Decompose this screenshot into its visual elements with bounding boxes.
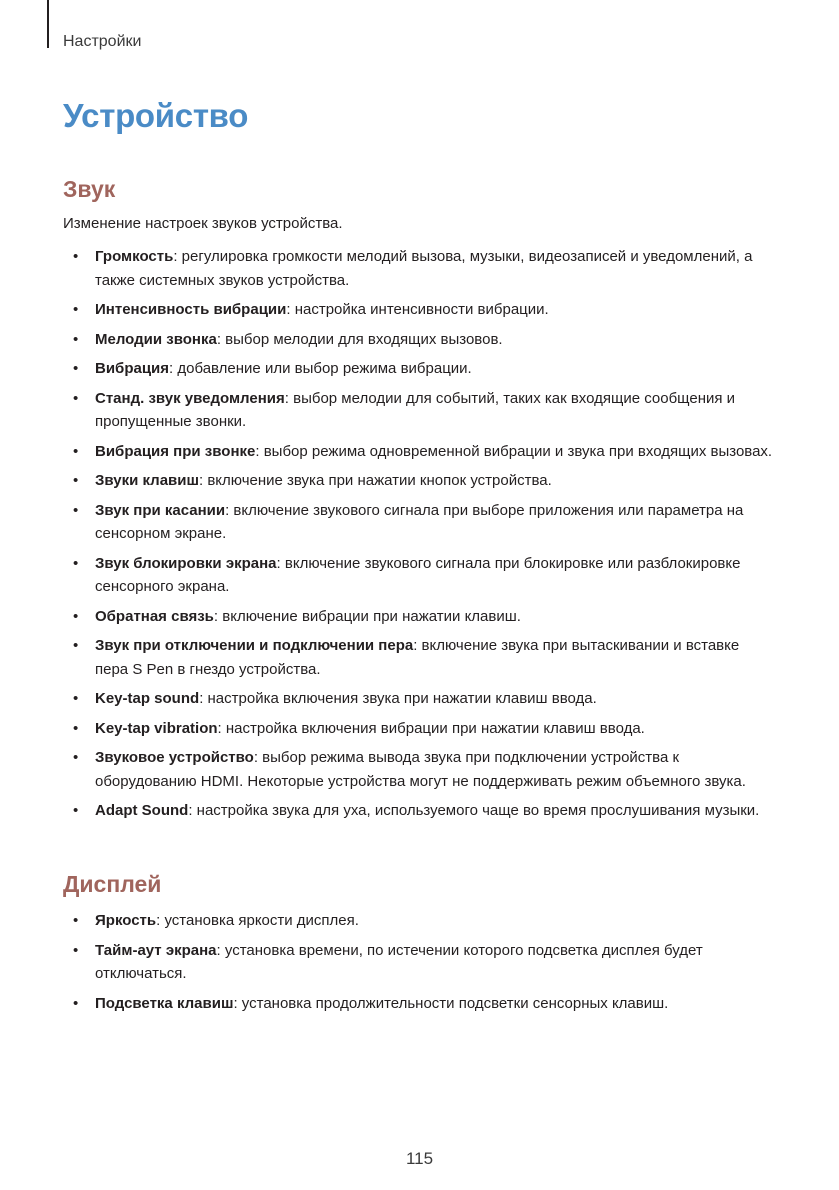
bullet-icon: •	[73, 912, 79, 929]
setting-term: Интенсивность вибрации	[95, 301, 287, 318]
list-item	[63, 799, 775, 823]
setting-term: Adapt Sound	[95, 802, 189, 819]
bullet-icon: •	[73, 554, 79, 572]
setting-description: : настройка включения звука при нажатии клавиш ввода.	[199, 690, 597, 707]
setting-description: : включение звука при вытаскивании и вставке пера S Pen в гнездо устройства.	[95, 637, 740, 678]
page-number: 115	[405, 1149, 434, 1168]
bullet-icon: •	[73, 501, 79, 519]
bullet-icon: •	[73, 472, 79, 489]
list-item	[63, 687, 775, 711]
list-item	[63, 634, 775, 681]
setting-description: : установка яркости дисплея.	[156, 912, 359, 929]
setting-description: : установка времени, по истечении которого подсветка дисплея будет отключаться.	[95, 941, 703, 982]
setting-description: : выбор мелодии для событий, таких как входящие сообщения и пропущенные звонки.	[95, 389, 736, 430]
bullet-icon: •	[73, 607, 79, 625]
bullet-icon: •	[73, 330, 79, 348]
bullet-icon: •	[73, 690, 79, 707]
setting-term: Громкость	[95, 248, 174, 265]
section-title-display: Дисплей	[63, 871, 162, 897]
list-item	[63, 717, 775, 741]
bullet-icon: •	[73, 248, 79, 265]
bullet-icon: •	[73, 360, 79, 377]
bullet-icon: •	[73, 389, 79, 407]
setting-term: Key-tap sound	[95, 690, 200, 707]
section-title-sound: Звук	[63, 176, 116, 202]
setting-term: Key-tap vibration	[95, 719, 218, 737]
page-title: Устройство	[63, 97, 249, 134]
setting-term: Обратная связь	[95, 607, 214, 625]
setting-term: Яркость	[95, 912, 157, 929]
setting-term: Звуковое устройство	[95, 749, 254, 766]
bullet-icon: •	[73, 994, 79, 1012]
header-rule	[47, 0, 49, 48]
setting-description: : выбор режима вывода звука при подключении устройства к оборудованию HDMI. Некоторые устройства могут не поддерживать режим объемного звука.	[95, 749, 746, 790]
setting-term: Звук при касании	[95, 501, 226, 519]
setting-term: Вибрация	[95, 360, 170, 377]
setting-term: Мелодии звонка	[95, 330, 217, 348]
list-item	[63, 605, 775, 629]
setting-description: : настройка включения вибрации при нажатии клавиш ввода.	[217, 719, 645, 737]
list-item	[63, 328, 775, 352]
bullet-icon: •	[73, 442, 79, 460]
setting-description: : выбор режима одновременной вибрации и звука при входящих вызовах.	[255, 442, 773, 460]
running-header: Настройки	[63, 33, 142, 50]
list-item	[63, 909, 775, 933]
bullet-icon: •	[73, 637, 79, 654]
bullet-icon: •	[73, 749, 79, 766]
list-item	[63, 387, 775, 434]
list-item	[63, 440, 775, 464]
list-item	[63, 499, 775, 546]
setting-description: : включение звука при нажатии кнопок устройства.	[199, 472, 552, 489]
setting-description: : выбор мелодии для входящих вызовов.	[216, 330, 503, 348]
list-item	[63, 469, 775, 493]
display-settings-list	[63, 909, 775, 1021]
list-item	[63, 357, 775, 381]
setting-term: Станд. звук уведомления	[95, 389, 285, 407]
setting-description: : регулировка громкости мелодий вызова, музыки, видеозаписей и уведомлений, а также системных звуков устройства.	[95, 248, 753, 289]
setting-description: : настройка звука для уха, используемого чаще во время прослушивания музыки.	[188, 802, 760, 819]
setting-term: Тайм-аут экрана	[95, 941, 217, 959]
setting-description: : добавление или выбор режима вибрации.	[169, 360, 472, 377]
setting-description: : установка продолжительности подсветки сенсорных клавиш.	[233, 994, 669, 1012]
setting-description: : включение вибрации при нажатии клавиш.	[213, 607, 521, 625]
setting-description: : включение звукового сигнала при блокировке или разблокировке сенсорного экрана.	[95, 554, 741, 595]
list-item	[63, 298, 775, 322]
setting-term: Звук при отключении и подключении пера	[95, 637, 414, 654]
sound-settings-list	[63, 245, 775, 829]
bullet-icon: •	[73, 941, 79, 959]
setting-term: Звук блокировки экрана	[95, 554, 277, 572]
list-item	[63, 939, 775, 986]
bullet-icon: •	[73, 802, 79, 819]
setting-term: Звуки клавиш	[95, 472, 199, 489]
list-item	[63, 992, 775, 1016]
list-item	[63, 245, 775, 292]
bullet-icon: •	[73, 301, 79, 318]
setting-description: : включение звукового сигнала при выборе приложения или параметра на сенсорном экране.	[95, 501, 744, 542]
bullet-icon: •	[73, 719, 79, 737]
setting-term: Вибрация при звонке	[95, 442, 256, 460]
setting-term: Подсветка клавиш	[95, 994, 234, 1012]
list-item	[63, 552, 775, 599]
section-intro-sound: Изменение настроек звуков устройства.	[63, 215, 343, 232]
setting-description: : настройка интенсивности вибрации.	[286, 301, 549, 318]
list-item	[63, 746, 775, 793]
